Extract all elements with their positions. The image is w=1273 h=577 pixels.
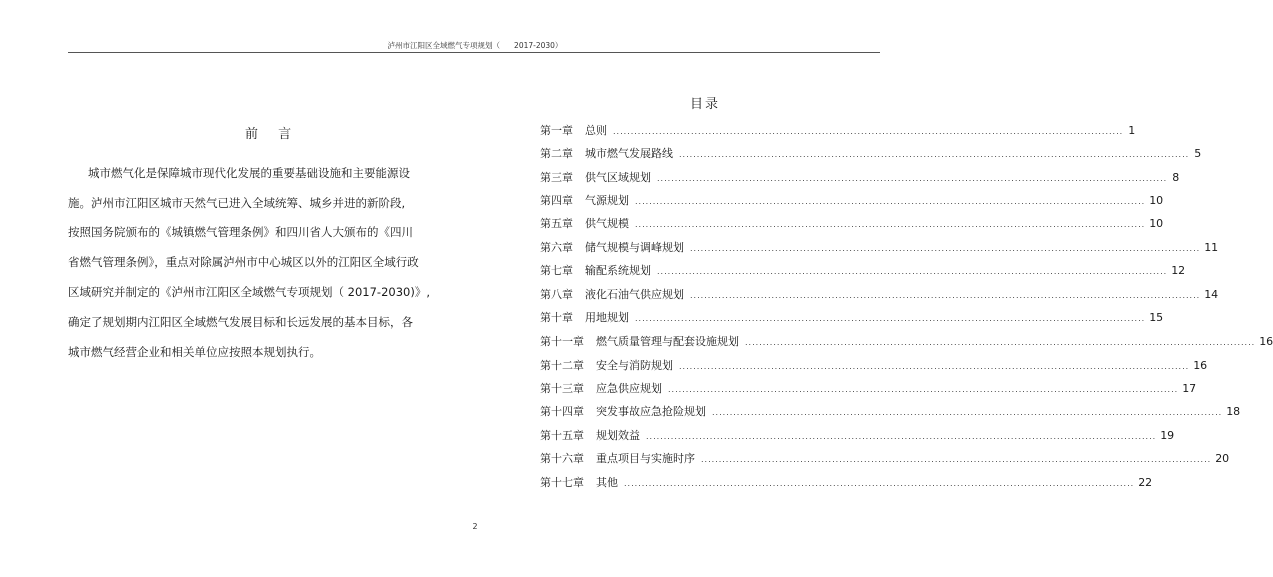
toc-chapter: 第十一章 [540,335,584,348]
toc-chapter: 第十二章 [540,359,584,372]
toc-entry[interactable] [540,192,1164,208]
toc-entry[interactable] [540,357,1208,373]
toc-entry[interactable] [540,474,1153,490]
toc-page: 17 [1182,382,1197,395]
toc-name: 气源规划 [585,194,629,207]
preface-line: 区域研究并制定的《泸州市江阳区全域燃气专项规划（ 2017-2030)》, [68,285,430,299]
toc-leader: ................................................................................................................................................ [635,220,1146,229]
toc-chapter: 第十三章 [540,382,584,395]
toc-page: 14 [1204,288,1219,301]
toc-name: 供气区域规划 [585,171,651,184]
toc-name: 总则 [585,124,607,137]
toc-chapter: 第二章 [540,147,573,160]
toc-leader: ................................................................................................................................................ [657,174,1168,183]
header-title: 泸州市江阳区全域燃气专项规划（ [387,41,501,50]
toc-leader: ................................................................................................................................................ [635,197,1146,206]
page-number: 2 [472,522,478,531]
toc-page: 10 [1149,217,1164,230]
toc-name: 用地规划 [585,311,629,324]
toc-chapter: 第六章 [540,241,573,254]
toc-name: 应急供应规划 [596,382,662,395]
preface-line: 施。泸州市江阳区城市天然气已进入全域统筹、城乡并进的新阶段, [68,196,406,210]
toc-page: 16 [1193,359,1208,372]
preface-line: 按照国务院颁布的《城镇燃气管理条例》和四川省人大颁布的《四川 [68,225,413,239]
preface-line: 确定了规划期内江阳区全域燃气发展目标和长远发展的基本目标，各 [68,315,413,329]
toc-entry[interactable] [540,169,1180,185]
toc-leader: ................................................................................................................................................ [712,408,1223,417]
toc-name: 液化石油气供应规划 [585,288,684,301]
header-rule [68,52,880,53]
toc-leader: ................................................................................................................................................ [668,385,1179,394]
toc-entry[interactable] [540,380,1197,396]
toc-page: 22 [1138,476,1153,489]
toc-page: 5 [1194,147,1202,160]
toc-leader: ................................................................................................................................................ [690,244,1201,253]
toc-chapter: 第七章 [540,264,573,277]
toc-chapter: 第五章 [540,217,573,230]
toc-chapter: 第十章 [540,311,573,324]
toc-leader: ................................................................................................................................................ [657,267,1168,276]
toc-leader: ................................................................................................................................................ [701,455,1212,464]
toc-name: 输配系统规划 [585,264,651,277]
preface-line: 城市燃气经营企业和相关单位应按照本规划执行。 [68,345,321,359]
toc-entry[interactable] [540,145,1202,161]
toc-page: 18 [1226,405,1241,418]
toc-name: 突发事故应急抢险规划 [596,405,706,418]
toc-entry[interactable] [540,403,1241,419]
toc-entry[interactable] [540,427,1175,443]
toc-name: 其他 [596,476,618,489]
toc-chapter: 第十六章 [540,452,584,465]
toc-page: 10 [1149,194,1164,207]
toc-leader: ................................................................................................................................................ [646,432,1157,441]
toc-entry[interactable] [540,239,1219,255]
toc-chapter: 第一章 [540,124,573,137]
toc-page: 15 [1149,311,1164,324]
toc-chapter: 第四章 [540,194,573,207]
toc-page: 12 [1171,264,1186,277]
toc-page: 19 [1160,429,1175,442]
toc-entry[interactable] [540,286,1219,302]
toc-entry[interactable] [540,122,1136,138]
toc-entry[interactable] [540,450,1230,466]
toc-page: 8 [1172,171,1180,184]
toc-entry[interactable] [540,215,1164,231]
toc-name: 规划效益 [596,429,640,442]
toc-leader: ................................................................................................................................................ [679,150,1190,159]
toc-page: 20 [1215,452,1230,465]
toc-name: 供气规模 [585,217,629,230]
toc-name: 燃气质量管理与配套设施规划 [596,335,739,348]
toc-entry[interactable] [540,262,1186,278]
toc-chapter: 第十五章 [540,429,584,442]
toc-entry[interactable] [540,333,1273,349]
toc-entry[interactable] [540,309,1164,325]
toc-chapter: 第八章 [540,288,573,301]
toc-title: 目录 [690,97,721,112]
toc-leader: ................................................................................................................................................ [745,338,1256,347]
preface-title: 前 言 [245,127,300,142]
toc-leader: ................................................................................................................................................ [690,291,1201,300]
toc-leader: ................................................................................................................................................ [624,479,1135,488]
preface-line: 城市燃气化是保障城市现代化发展的重要基础设施和主要能源设 [88,166,410,180]
toc-name: 储气规模与调峰规划 [585,241,684,254]
toc-chapter: 第三章 [540,171,573,184]
toc-chapter: 第十七章 [540,476,584,489]
toc-name: 城市燃气发展路线 [585,147,673,160]
toc-page: 1 [1128,124,1136,137]
toc-page: 16 [1259,335,1273,348]
toc-leader: ................................................................................................................................................ [635,314,1146,323]
toc-name: 重点项目与实施时序 [596,452,695,465]
toc-leader: ................................................................................................................................................ [613,127,1124,136]
running-header [0,40,950,51]
toc-name: 安全与消防规划 [596,359,673,372]
toc-chapter: 第十四章 [540,405,584,418]
preface-line: 省燃气管理条例》，重点对除属泸州市中心城区以外的江阳区全域行政 [68,255,419,269]
toc-page: 11 [1204,241,1219,254]
toc-leader: ................................................................................................................................................ [679,362,1190,371]
header-years: 2017-2030） [514,41,563,50]
